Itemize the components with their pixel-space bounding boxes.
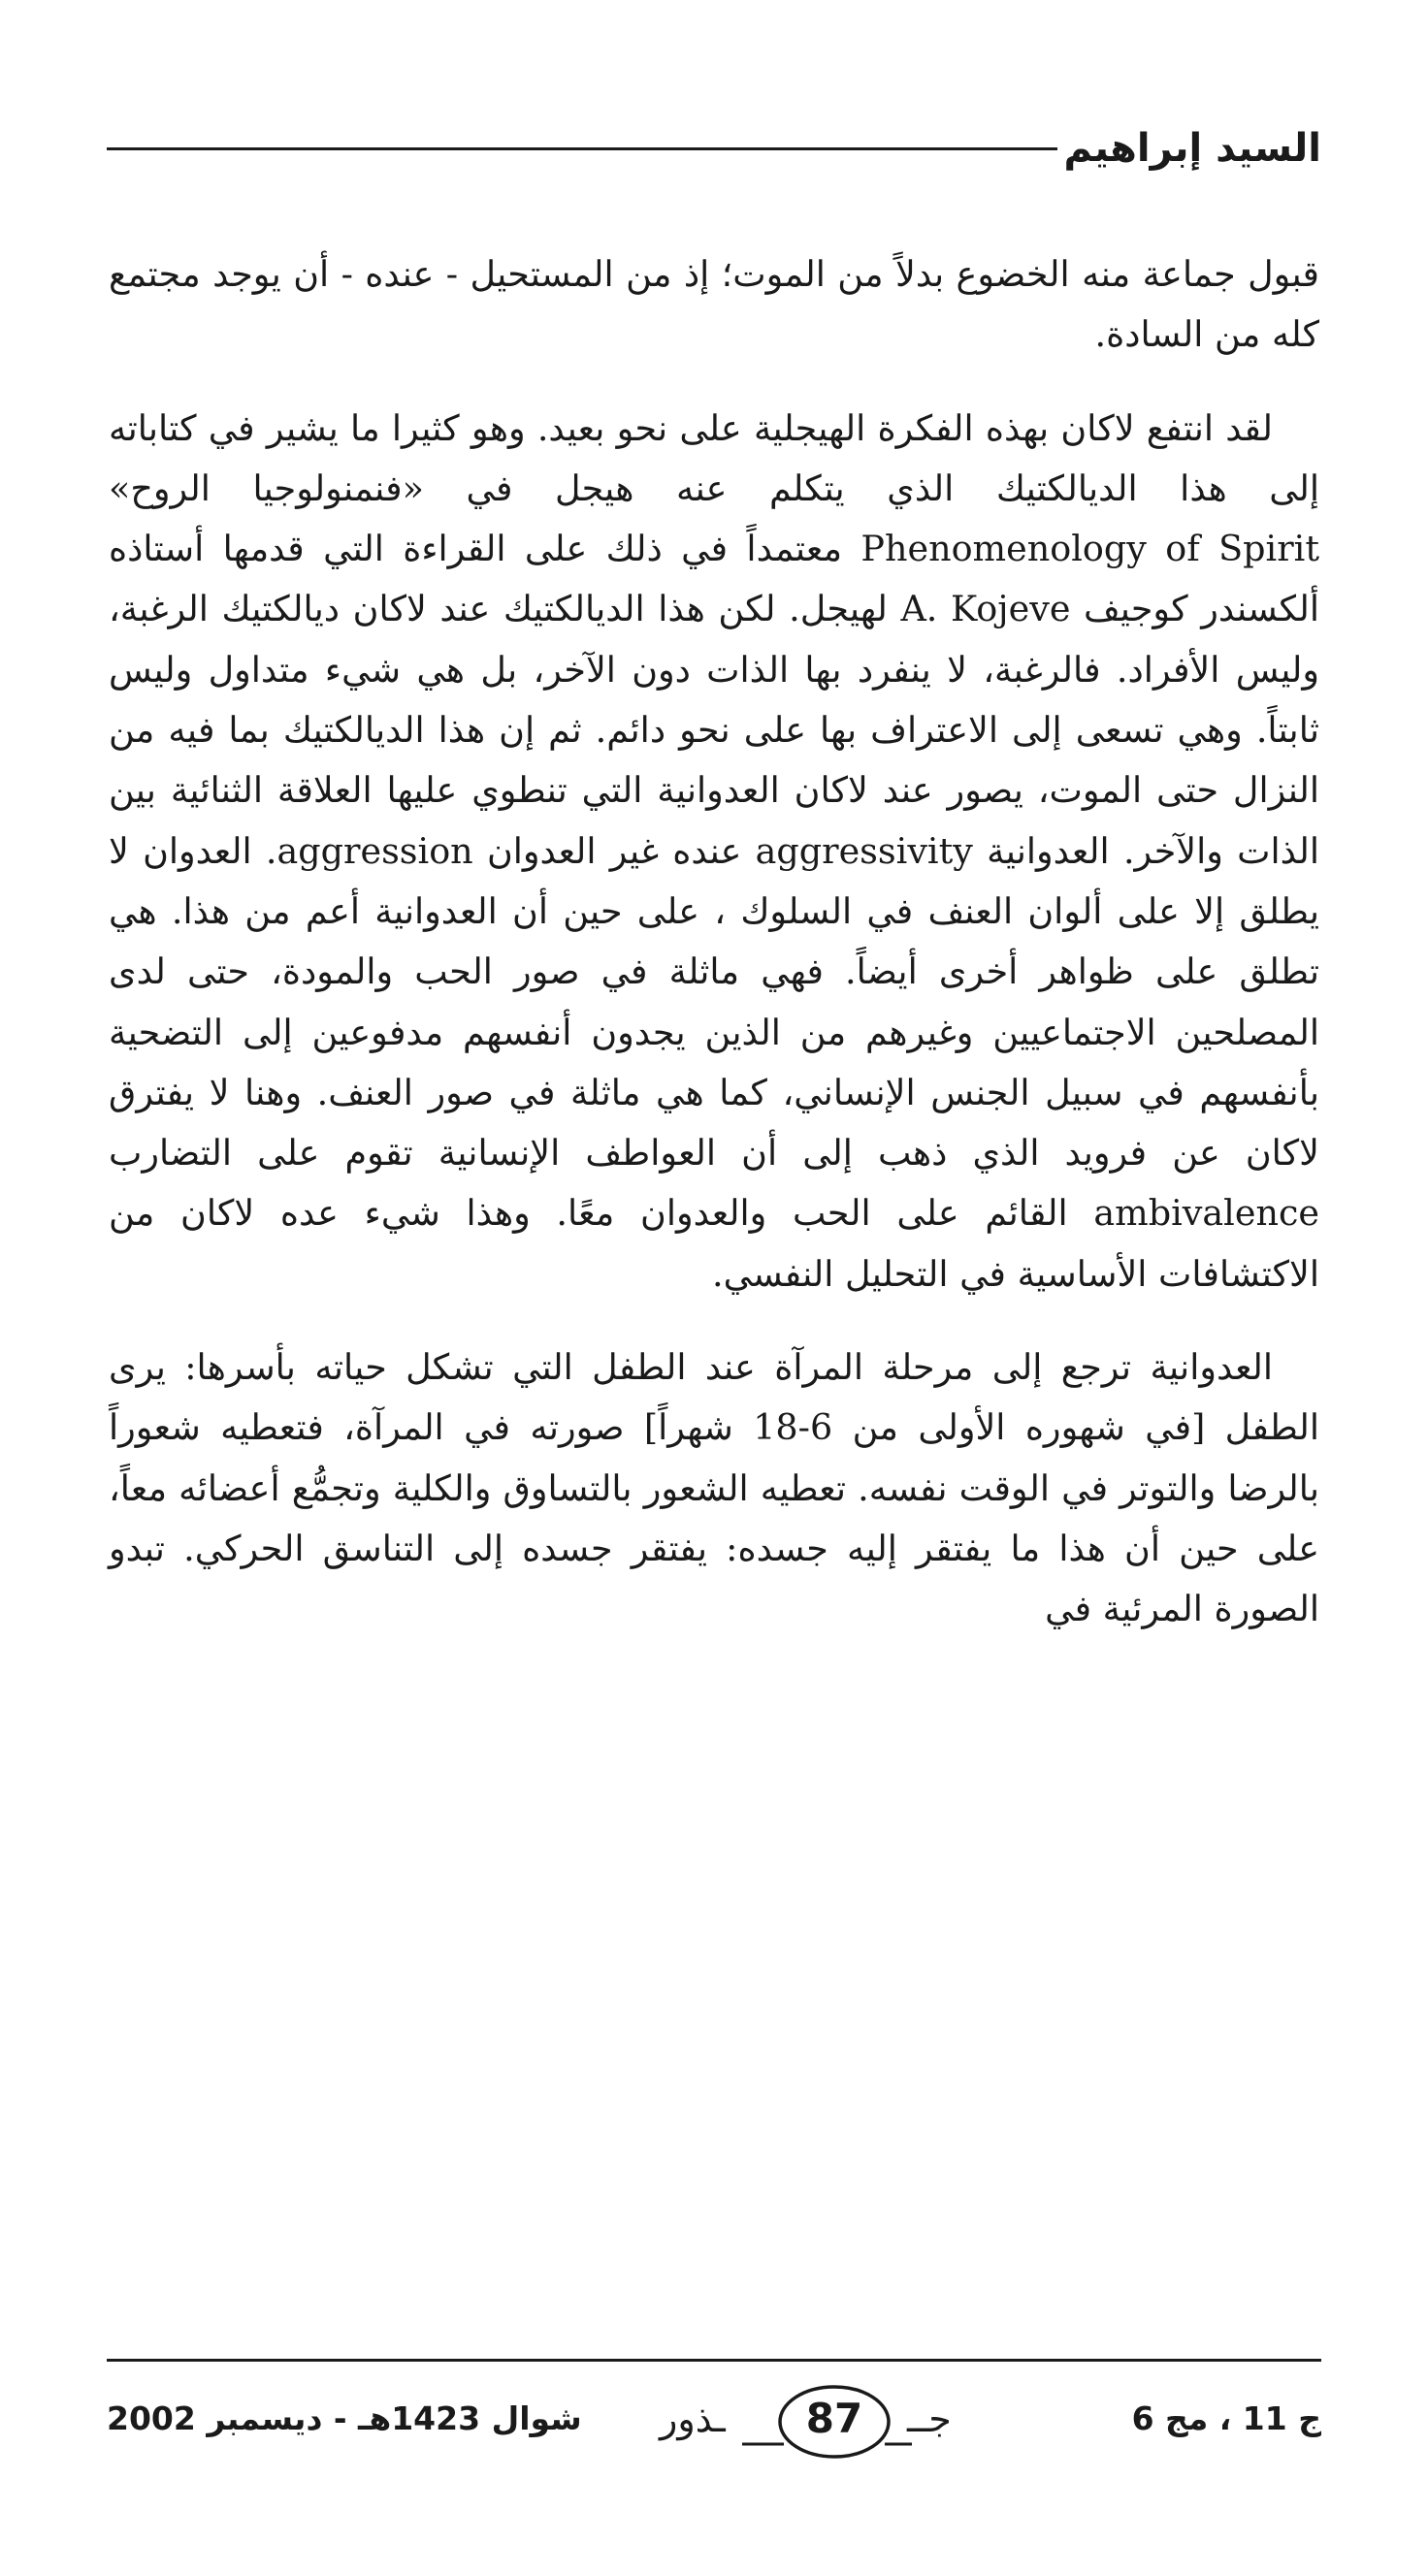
header-author: السيد إبراهيم (1063, 126, 1321, 171)
paragraph-2-part-5: . العدوان لا يطلق إلا على ألوان العنف في السلوك ، على حين أن العدوانية أعم من هذا. هي تطلق على ظواهر أخرى أيضاً. فهي ماثلة في صور الحب والمودة، حتى لدى المصلحين الاجتماعيين وغيرهم من الذين يجدون أنفسهم مدفوعين إلى التضحية بأنفسهم في سبيل الجنس الإنساني، كما هي ماثلة في صور العنف. وهنا لا يفترق لاكان عن فرويد الذي ذهب إلى أن العواطف الإنسانية تقوم على التضارب (109, 829, 1319, 1175)
latin-term-aggression: aggression (276, 829, 473, 872)
page-number: 87 (805, 2395, 863, 2442)
paragraph-2 (109, 399, 1319, 1304)
journal-name-right: جــ (907, 2398, 952, 2440)
footer-issue-date: شوال 1423هـ - ديسمبر 2002 (107, 2399, 582, 2437)
paragraph-2-part-6: القائم على الحب والعدوان معًا. وهذا شيء عده لاكان من الاكتشافات الأساسية في التحليل النفسي. (109, 1192, 1319, 1295)
paragraph-2-part-2: معتمداً في ذلك على القراءة التي قدمها أستاذه ألكسندر كوجيف (109, 528, 1319, 630)
paragraph-3: العدوانية ترجع إلى مرحلة المرآة عند الطفل التي تشكل حياته بأسرها: يرى الطفل [في شهوره الأولى من 6-18 شهراً] صورته في المرآة، فتعطيه شعوراً بالرضا والتوتر في الوقت نفسه. تعطيه الشعور بالتساوق والكلية وتجمُّع أعضائه معاً، على حين أن هذا ما يفتقر إليه جسده: يفتقر جسده إلى التناسق الحركي. تبدو الصورة المرئية في (109, 1346, 1319, 1630)
latin-term-aggressivity: aggressivity (755, 829, 973, 872)
footer-rule (107, 2359, 1321, 2362)
journal-name-left: ـذور (660, 2398, 726, 2440)
page-footer (107, 2378, 1321, 2465)
paragraph-2-part-3: لهيجل. لكن هذا الديالكتيك عند لاكان ديالكتيك الرغبة، وليس الأفراد. فالرغبة، لا ينفرد بها الذات دون الآخر، بل هي شيء متداول وليس ثابتاً. وهي تسعى إلى الاعتراف بها على نحو دائم. ثم إن هذا الديالكتيك بما فيه من النزال حتى الموت، يصور عند لاكان العدوانية التي تنطوي عليها العلاقة الثنائية بين الذات والآخر. العدوانية (109, 588, 1320, 872)
footer-volume: ج 11 ، مج 6 (1131, 2399, 1321, 2437)
paragraph-1: قبول جماعة منه الخضوع بدلاً من الموت؛ إذ من المستحيل - عنده - أن يوجد مجتمع كله من السادة. (109, 253, 1319, 356)
body-text (109, 244, 1319, 1640)
header-rule (107, 147, 1057, 150)
paragraph-2-part-4: عنده غير العدوان (472, 829, 756, 872)
latin-term-ambivalence: ambivalence (1093, 1192, 1319, 1235)
journal-logo (650, 2378, 1019, 2465)
latin-term-phenomenology: Phenomenology of Spirit (860, 528, 1320, 570)
paragraph-2-part-1: لقد انتفع لاكان بهذه الفكرة الهيجلية على نحو بعيد. وهو كثيرا ما يشير في كتاباته إلى هذا الديالكتيك الذي يتكلم عنه هيجل في «فنمنولوجيا الروح» (109, 406, 1319, 509)
latin-term-kojeve: A. Kojeve (900, 588, 1071, 630)
running-header (107, 114, 1321, 182)
